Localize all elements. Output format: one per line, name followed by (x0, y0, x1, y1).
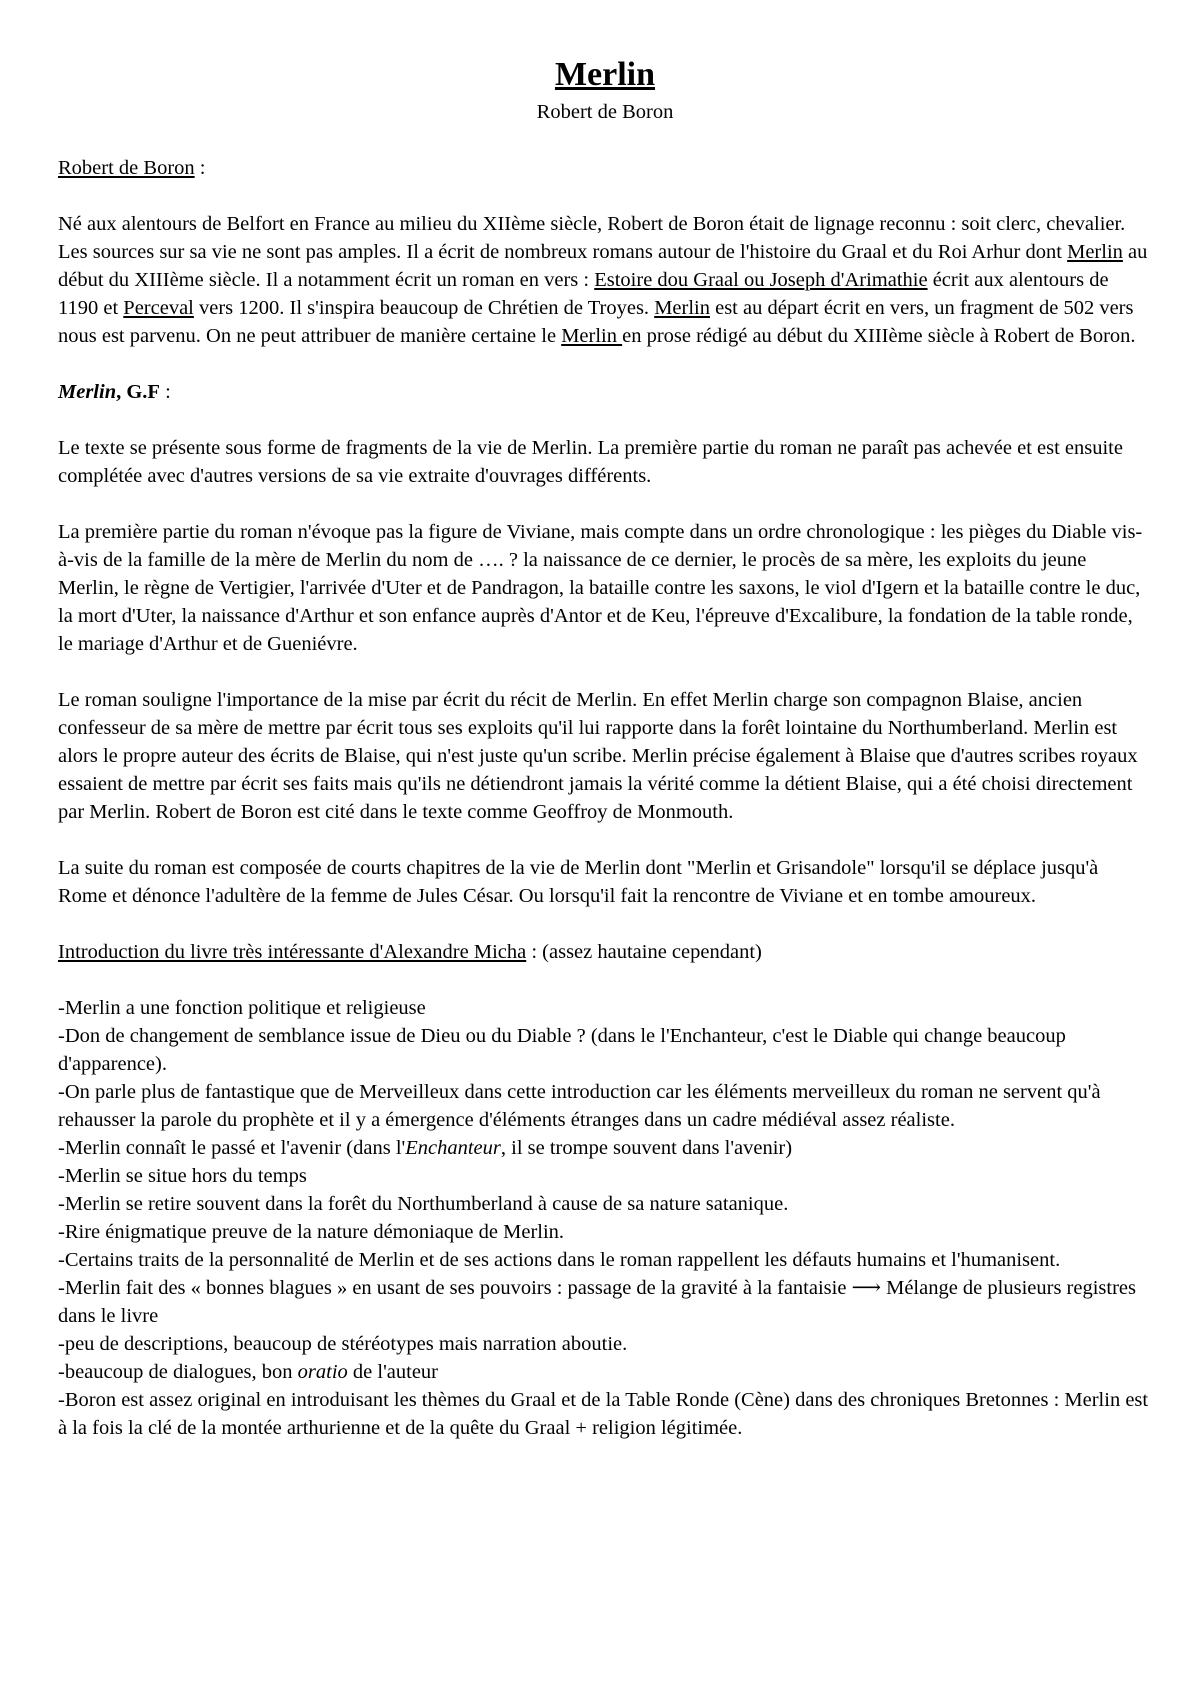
summary-paragraph: La première partie du roman n'évoque pas la figure de Viviane, mais compte dans un ordre chronologique : les pièges du Diable vis-à-vis de la famille de la mère de Merlin du nom de …. ? la naissance de ce dernier, le procès de sa mère, les exploits du jeune Merlin, le règne de Vertigier, l'arrivée d'Uter et de Pandragon, la bataille contre les saxons, le viol d'Igern et la bataille contre le duc, la mort d'Uter, la naissance d'Arthur et son enfance auprès d'Antor et de Keu, l'épreuve d'Excalibure, la fondation de la table ronde, le mariage d'Arthur et de Gueniévre. (58, 521, 1143, 655)
section-heading-introduction (58, 938, 1152, 966)
list-item: -Merlin se retire souvent dans la forêt du Northumberland à cause de sa nature satanique. (58, 1193, 789, 1215)
section-heading-merlin-gf (58, 378, 1152, 406)
list-item: -Boron est assez original en introduisant les thèmes du Graal et de la Table Ronde (Cène) dans des chroniques Bretonnes : Merlin est à la fois la clé de la montée arthurienne et de la quête du Graal + religion légitimée. (58, 1389, 1149, 1439)
author-biography-paragraph (58, 210, 1152, 350)
list-item: -Certains traits de la personnalité de Merlin et de ses actions dans le roman rappellent les défauts humains et l'humanisent. (58, 1249, 1061, 1271)
heading-suffix: : (159, 381, 171, 403)
underlined-title: Merlin (561, 325, 623, 347)
section-heading-author (58, 154, 1152, 182)
text-run: de l'auteur (347, 1361, 439, 1383)
summary-paragraph: La suite du roman est composée de courts chapitres de la vie de Merlin dont "Merlin et Grisandole" lorsqu'il se déplace jusqu'à Rome et dénonce l'adultère de la femme de Jules César. Ou lorsqu'il fait la rencontre de Viviane et en tombe amoureux. (58, 857, 1099, 907)
list-item: -Don de changement de semblance issue de Dieu ou du Diable ? (dans le l'Enchanteur, c'est le Diable qui change beaucoup d'apparence). (58, 1025, 1066, 1075)
text-run: est au départ écrit en vers, un fragment de 502 vers nous est parvenu. On ne peut attribuer de manière certaine le (58, 297, 1134, 347)
document-title: Merlin (554, 56, 656, 93)
underlined-title: Perceval (123, 297, 194, 319)
list-item (58, 1358, 1152, 1386)
notes-list (58, 994, 1152, 1442)
text-run: en prose rédigé au début du XIIIème siècle à Robert de Boron. (622, 325, 1136, 347)
heading-italic: Merlin (58, 381, 117, 403)
summary-paragraph: Le texte se présente sous forme de fragments de la vie de Merlin. La première partie du roman ne paraît pas achevée et est ensuite complétée avec d'autres versions de sa vie extraite d'ouvrages différents. (58, 437, 1123, 487)
text-run: vers 1200. Il s'inspira beaucoup de Chrétien de Troyes. (193, 297, 655, 319)
text-run: Né aux alentours de Belfort en France au milieu du XIIème siècle, Robert de Boron était de lignage reconnu : soit clerc, chevalier. Les sources sur sa vie ne sont pas amples. Il a écrit de nombreux romans autour de l'histoire du Graal et du Roi Arhur dont (58, 213, 1126, 263)
italic-word: oratio (297, 1361, 348, 1383)
heading-text: Introduction du livre très intéressante d'Alexandre Micha (58, 941, 527, 963)
text-run: , il se trompe souvent dans l'avenir) (500, 1137, 793, 1159)
list-item (58, 1134, 1152, 1162)
text-run: -beaucoup de dialogues, bon (58, 1361, 298, 1383)
list-item: -On parle plus de fantastique que de Merveilleux dans cette introduction car les éléments merveilleux du roman ne servent qu'à rehausser la parole du prophète et il y a émergence d'éléments étranges dans un cadre médiéval assez réaliste. (58, 1081, 1101, 1131)
underlined-title: Estoire dou Graal ou Joseph d'Arimathie (594, 269, 928, 291)
list-item: -Merlin fait des « bonnes blagues » en usant de ses pouvoirs : passage de la gravité à la fantaisie ⟶ Mélange de plusieurs registres dans le livre (58, 1277, 1137, 1327)
list-item: -Merlin se situe hors du temps (58, 1165, 307, 1187)
heading-suffix: : (194, 157, 206, 179)
text-run: écrit aux alentours de 1190 et (58, 269, 1109, 319)
heading-text: , G.F (116, 381, 160, 403)
underlined-title: Merlin (1067, 241, 1123, 263)
text-run: au début du XIIIème siècle. Il a notamment écrit un roman en vers : (58, 241, 1148, 291)
document-author: Robert de Boron (536, 101, 674, 123)
list-item: -peu de descriptions, beaucoup de stéréotypes mais narration aboutie. (58, 1333, 628, 1355)
text-run: -Merlin connaît le passé et l'avenir (dans l' (58, 1137, 406, 1159)
heading-text: Robert de Boron (58, 157, 195, 179)
heading-suffix: : (assez hautaine cependant) (526, 941, 762, 963)
list-item: -Rire énigmatique preuve de la nature démoniaque de Merlin. (58, 1221, 565, 1243)
underlined-title: Merlin (654, 297, 710, 319)
list-item: -Merlin a une fonction politique et religieuse (58, 997, 426, 1019)
italic-title: Enchanteur (405, 1137, 501, 1159)
summary-paragraph: Le roman souligne l'importance de la mise par écrit du récit de Merlin. En effet Merlin charge son compagnon Blaise, ancien confesseur de sa mère de mettre par écrit tous ses exploits qu'il lui rapporte dans la forêt lointaine du Northumberland. Merlin est alors le propre auteur des écrits de Blaise, qui n'est juste qu'un scribe. Merlin précise également à Blaise que d'autres scribes royaux essaient de mettre par écrit ses faits mais qu'ils ne détiendront jamais la vérité comme la détient Blaise, qui a été choisi directement par Merlin. Robert de Boron est cité dans le texte comme Geoffroy de Monmouth. (58, 689, 1138, 823)
